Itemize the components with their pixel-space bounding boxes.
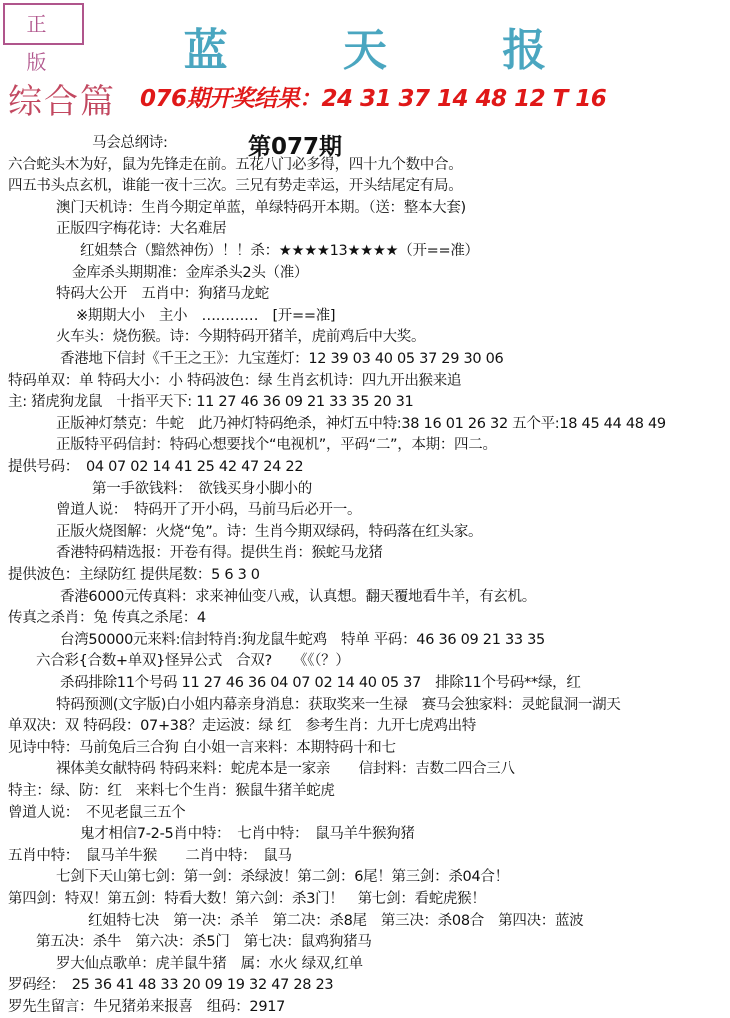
text-line: 特码预测(文字版)白小姐内幕亲身消息：获取奖来一生禄 赛马会独家料：灵蛇鼠洞一湖天 (56, 696, 621, 713)
text-line: 第一手欲钱料： 欲钱买身小脚小的 (92, 480, 312, 497)
text-line: 正版特平码信封：特码心想要找个“电视机”，平码“二”，本期：四二。 (56, 437, 497, 454)
issue-number: 第077期 (248, 134, 343, 160)
text-line: 罗大仙点歌单：虎羊鼠牛猪 属：水火 绿双,红单 (56, 955, 363, 972)
text-line: 正版四字梅花诗：大名难居 (56, 221, 227, 238)
text-line: 正版火烧图解：火烧“兔”。诗：生肖今期双绿码，特码落在红头家。 (56, 523, 483, 540)
text-line: 香港特码精选报：开卷有得。提供生肖：猴蛇马龙猪 (56, 545, 383, 562)
text-line: 第五决：杀牛 第六决：杀5门 第七决：鼠鸡狗猪马 (36, 934, 372, 951)
text-line: 特码单双：单 特码大小：小 特码波色：绿 生肖玄机诗：四九开出猴来追 (8, 372, 462, 389)
text-line: 特主：绿、防：红 来料七个生肖：猴鼠牛猪羊蛇虎 (8, 783, 335, 799)
text-line: 澳门天机诗：生肖今期定单蓝，单绿特码开本期。（送：整本大套) (56, 199, 466, 216)
text-line: 金库杀头期期准：金库杀头2头（准） (72, 264, 309, 281)
text-line: 香港地下信封《千王之王》：九宝莲灯：12 39 03 40 05 37 29 30 06 (60, 351, 504, 367)
text-line: 罗先生留言：牛兄猪弟来报喜 组码：2917 (8, 999, 286, 1015)
section-title: 综合篇 (8, 82, 116, 122)
text-line: 七剑下天山第七剑：第一剑：杀绿波！第二剑：6尾！第三剑：杀04合！ (56, 869, 509, 886)
text-line: 四五书头点玄机，谁能一夜十三次。三兄有势走幸运，开头结尾定有局。 (8, 178, 463, 195)
text-line: 火车头：烧伤猴。诗：今期特码开猪羊，虎前鸡后中大奖。 (56, 329, 426, 346)
text-line: 曾道人说： 特码开了开小码，马前马后必开一。 (56, 502, 362, 519)
text-line: 特码大公开 五肖中：狗猪马龙蛇 (56, 286, 269, 303)
text-line: 主: 猪虎狗龙鼠 十指平天下: 11 27 46 36 09 21 33 35 20 31 (8, 394, 414, 411)
text-line: 提供波色：主绿防红 提供尾数：5 6 3 0 (8, 567, 260, 583)
masthead-title: 蓝 天 报 (183, 25, 597, 76)
text-line: 马会总纲诗: (92, 135, 168, 151)
text-line: 裸体美女献特码 特码来料：蛇虎本是一家亲 信封料：吉数二四合三八 (56, 761, 515, 778)
text-line: 提供号码： 04 07 02 14 41 25 42 47 24 22 (8, 459, 304, 475)
text-line: 见诗中特：马前兔后三合狗 白小姐一言来料：本期特码十和七 (8, 739, 396, 756)
text-line: 鬼才相信7-2-5肖中特： 七肖中特： 鼠马羊牛猴狗猪 (80, 826, 415, 843)
text-line: 台湾50000元来料:信封特肖:狗龙鼠牛蛇鸡 特单 平码：46 36 09 21 33 35 (60, 631, 545, 648)
genuine-edition-stamp: 正 版 (3, 3, 84, 45)
text-line: ※期期大小 主小 ………… [开==准] (76, 307, 336, 324)
text-line: 六合彩{合数+单双}怪异公式 合双? 《《（？） (36, 653, 350, 670)
text-line: 曾道人说： 不见老鼠三五个 (8, 804, 186, 821)
text-line: 红姐特七决 第一决：杀羊 第二决：杀8尾 第三决：杀08合 第四决：蓝波 (88, 912, 584, 929)
text-line: 红姐禁合（黯然神伤）！！杀：★★★★13★★★★（开==准） (80, 243, 479, 259)
text-line: 第四剑：特双！第五剑：特看大数！第六剑：杀3门！ 第七剑：看蛇虎猴！ (8, 891, 486, 907)
text-line: 五肖中特： 鼠马羊牛猴 二肖中特： 鼠马 (8, 847, 292, 864)
text-line: 香港6000元传真料：求来神仙变八戒，认真想。翻天覆地看牛羊，有玄机。 (60, 588, 536, 605)
text-line: 单双决：双 特码段：07+38？走运波：绿 红 参考生肖：九开七虎鸡出特 (8, 718, 476, 735)
text-line: 六合蛇头木为好，鼠为先锋走在前。五花八门必多得，四十九个数中合。 (8, 156, 463, 173)
text-line: 杀码排除11个号码 11 27 46 36 04 07 02 14 40 05 37 排除11个号码**绿，红 (60, 675, 581, 691)
text-line: 传真之杀肖：兔 传真之杀尾：4 (8, 610, 206, 627)
text-line: 罗码经： 25 36 41 48 33 20 09 19 32 47 28 23 (8, 977, 334, 994)
text-line: 正版神灯禁克：牛蛇 此乃神灯特码绝杀，神灯五中特:38 16 01 26 32 五个平:18 45 44 48 49 (56, 415, 666, 432)
draw-result-banner: 076期开奖结果：24 31 37 14 48 12 T 16 (140, 86, 607, 112)
